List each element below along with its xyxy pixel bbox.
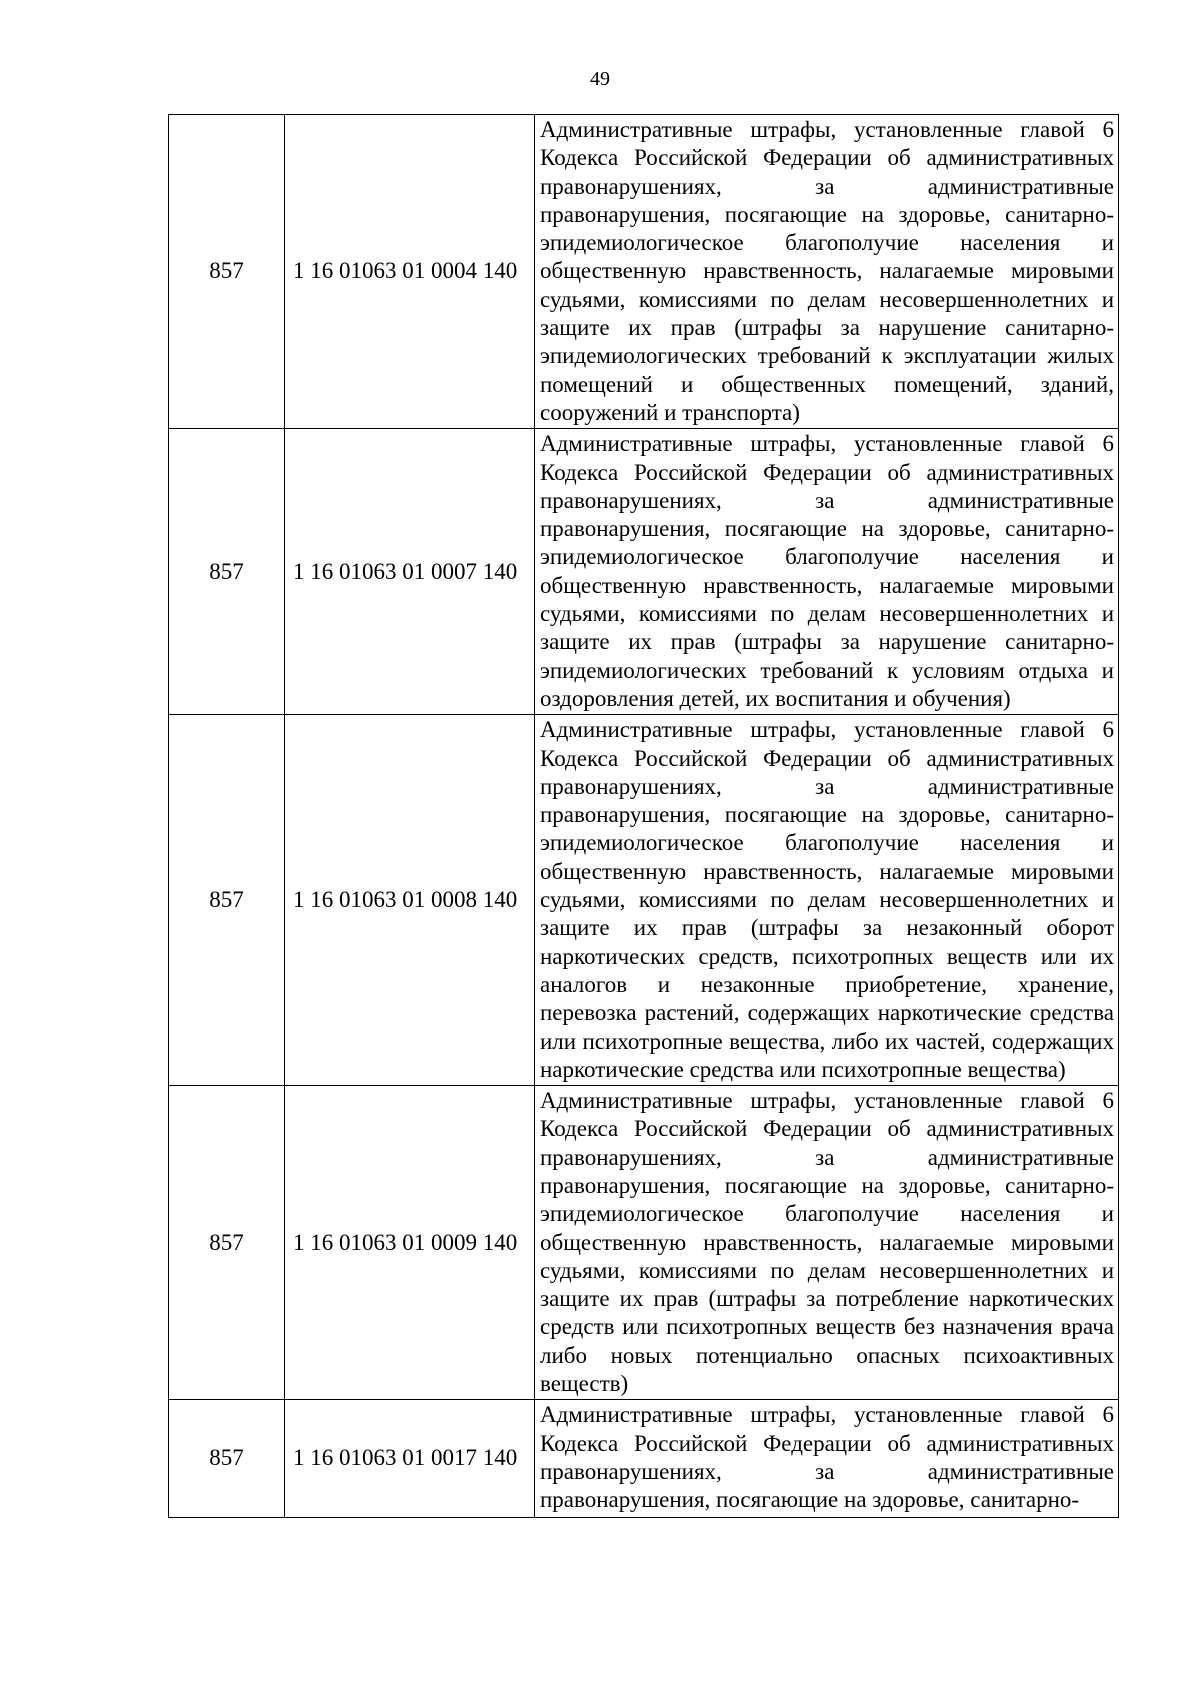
budget-classification-code-cell: 1 16 01063 01 0007 140	[285, 429, 535, 715]
table-row	[169, 429, 1119, 715]
table-row	[169, 1400, 1119, 1517]
budget-classification-code-cell: 1 16 01063 01 0017 140	[285, 1400, 535, 1517]
revenue-description-cell: Административные штрафы, установленные главой 6 Кодекса Российской Федерации об административных правонарушениях, за административные правонарушения, посягающие на здоровье, санитарно-эпидемиологическое благополучие населения и общественную нравственность, налагаемые мировыми судьями, комиссиями по делам несовершеннолетних и защите их прав (штрафы за нарушение санитарно-эпидемиологических требований к эксплуатации жилых помещений и общественных помещений, зданий, сооружений и транспорта)	[535, 115, 1119, 429]
admin-code-cell: 857	[169, 715, 285, 1086]
revenue-description-cell: Административные штрафы, установленные главой 6 Кодекса Российской Федерации об административных правонарушениях, за административные правонарушения, посягающие на здоровье, санитарно-эпидемиологическое благополучие населения и общественную нравственность, налагаемые мировыми судьями, комиссиями по делам несовершеннолетних и защите их прав (штрафы за нарушение санитарно-эпидемиологических требований к условиям отдыха и оздоровления детей, их воспитания и обучения)	[535, 429, 1119, 715]
budget-classification-code-cell: 1 16 01063 01 0004 140	[285, 115, 535, 429]
admin-code-cell: 857	[169, 429, 285, 715]
revenue-description-cell: Административные штрафы, установленные главой 6 Кодекса Российской Федерации об административных правонарушениях, за административные правонарушения, посягающие на здоровье, санитарно-эпидемиологическое благополучие населения и общественную нравственность, налагаемые мировыми судьями, комиссиями по делам несовершеннолетних и защите их прав (штрафы за потребление наркотических средств или психотропных веществ без назначения врача либо новых потенциально опасных психоактивных веществ)	[535, 1086, 1119, 1400]
budget-classification-code-cell: 1 16 01063 01 0009 140	[285, 1086, 535, 1400]
admin-code-cell: 857	[169, 1400, 285, 1517]
table-row	[169, 1086, 1119, 1400]
revenue-description-cell: Административные штрафы, установленные главой 6 Кодекса Российской Федерации об административных правонарушениях, за административные правонарушения, посягающие на здоровье, санитарно-	[535, 1400, 1119, 1517]
revenue-description-cell: Административные штрафы, установленные главой 6 Кодекса Российской Федерации об административных правонарушениях, за административные правонарушения, посягающие на здоровье, санитарно-эпидемиологическое благополучие населения и общественную нравственность, налагаемые мировыми судьями, комиссиями по делам несовершеннолетних и защите их прав (штрафы за незаконный оборот наркотических средств, психотропных веществ или их аналогов и незаконные приобретение, хранение, перевозка растений, содержащих наркотические средства или психотропные вещества, либо их частей, содержащих наркотические средства или психотропные вещества)	[535, 715, 1119, 1086]
budget-classification-code-cell: 1 16 01063 01 0008 140	[285, 715, 535, 1086]
table-row	[169, 715, 1119, 1086]
budget-codes-table	[168, 114, 1119, 1518]
admin-code-cell: 857	[169, 1086, 285, 1400]
page-number: 49	[590, 68, 610, 90]
admin-code-cell: 857	[169, 115, 285, 429]
table-row	[169, 115, 1119, 429]
